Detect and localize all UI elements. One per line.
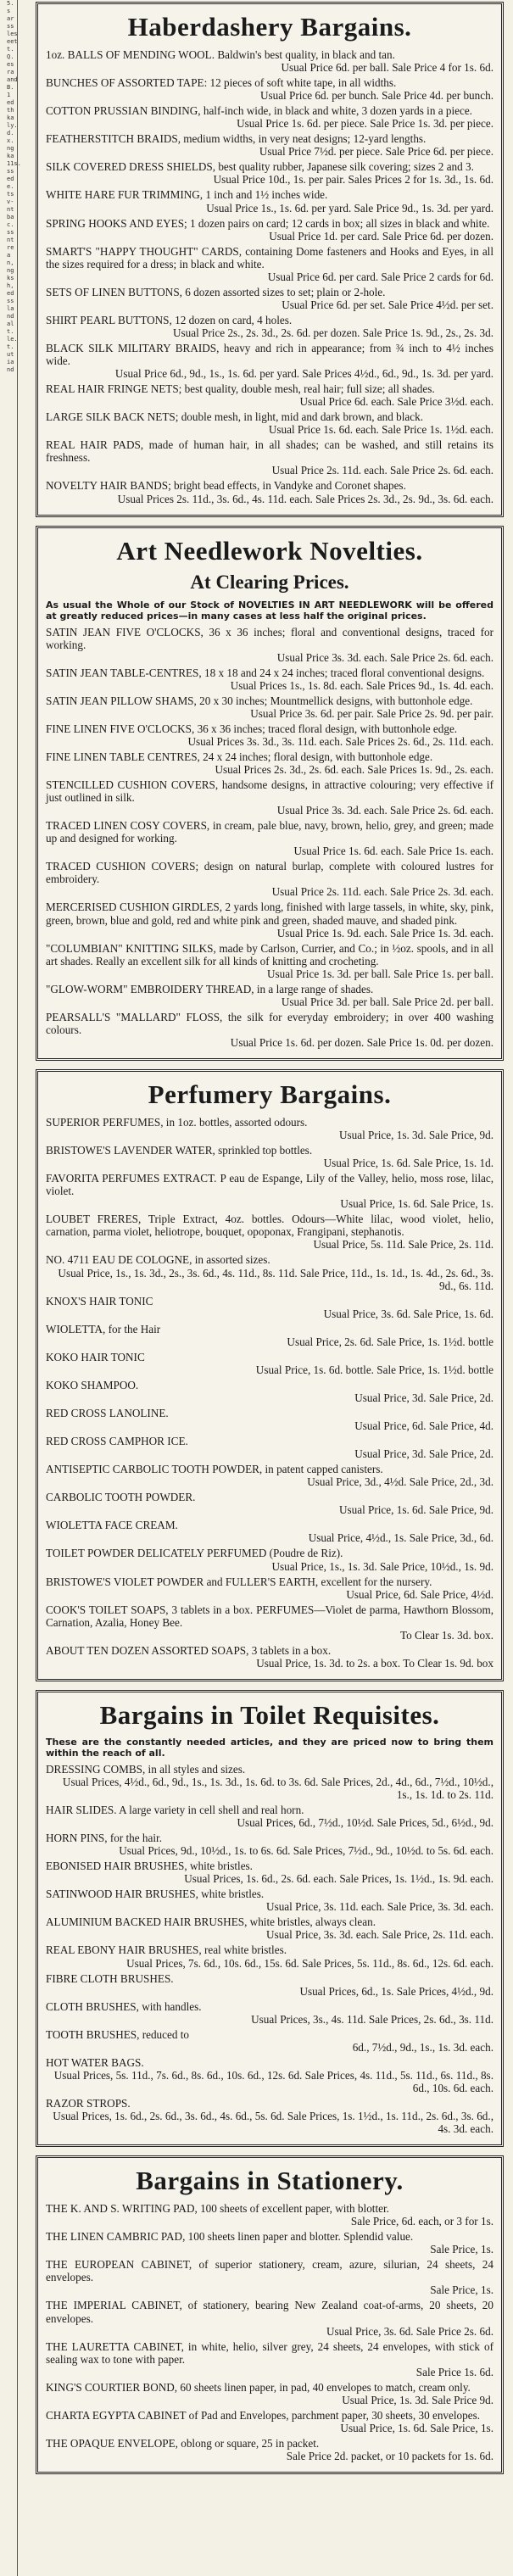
margin-fragment: 11s. bbox=[7, 160, 21, 167]
item-description: SUPERIOR PERFUMES, in 1oz. bottles, assorted odours. bbox=[46, 1116, 308, 1129]
item-price: Usual Price, 3s. 3d. each. Sale Price, 2s. 11d. each. bbox=[266, 1928, 493, 1942]
margin-fragment: ng bbox=[7, 267, 14, 274]
item-price: Usual Price, 6d. Sale Price, 4½d. bbox=[346, 1587, 493, 1601]
margin-fragment: x. bbox=[7, 137, 14, 144]
item-description: WHITE HARE FUR TRIMMING, 1 inch and 1½ inches wide. bbox=[46, 188, 328, 202]
list-item bbox=[46, 1435, 493, 1460]
item-price: Usual Price, 3d., 4½d. Sale Price, 2d., 3d. bbox=[307, 1475, 493, 1489]
item-description: DRESSING COMBS, in all styles and sizes. bbox=[46, 1762, 246, 1776]
margin-fragment: nd bbox=[7, 366, 14, 373]
item-description: SETS OF LINEN BUTTONS, 6 dozen assorted sizes to set; plain or 2-hole. bbox=[46, 285, 386, 298]
list-item bbox=[46, 104, 493, 130]
item-price: Sale Price, 1s. bbox=[430, 2283, 493, 2297]
item-price: Usual Price 10d., 1s. per pair. Sales Prices 2 for 1s. 3d., 1s. 6d. bbox=[213, 173, 493, 187]
item-description: SPRING HOOKS AND EYES; 1 dozen pairs on card; 12 cards in box; all sizes in black and white. bbox=[46, 216, 490, 230]
item-description: "GLOW-WORM" EMBROIDERY THREAD, in a large range of shades. bbox=[46, 982, 374, 995]
item-price: Usual Price 7½d. per piece. Sale Price 6d. per piece. bbox=[259, 145, 493, 159]
margin-fragment: n, bbox=[7, 259, 14, 266]
item-description: NOVELTY HAIR BANDS; bright bead effects, in Vandyke and Coronet shapes. bbox=[46, 479, 406, 493]
item-price: Usual Prices 2s. 11d., 3s. 6d., 4s. 11d. each. Sale Prices 2s. 3d., 2s. 9d., 3s. 6d. each. bbox=[117, 492, 493, 505]
item-price: Usual Price, 1s. 6d. Sale Price, 1s. bbox=[340, 1197, 493, 1211]
margin-fragment: eet bbox=[7, 38, 18, 45]
item-description: FAVORITA PERFUMES EXTRACT. P eau de Espange, Lily of the Valley, helio, moss rose, lilac, violet. bbox=[46, 1172, 493, 1198]
list-item bbox=[46, 132, 493, 158]
list-item bbox=[46, 1603, 493, 1642]
list-item bbox=[46, 2056, 493, 2094]
item-description: RAZOR STROPS. bbox=[46, 2097, 131, 2110]
list-item bbox=[46, 245, 493, 283]
list-item bbox=[46, 694, 493, 720]
item-description: BUNCHES OF ASSORTED TAPE: 12 pieces of soft white tape, in all widths. bbox=[46, 76, 397, 90]
list-item bbox=[46, 1972, 493, 1998]
margin-fragment: ng bbox=[7, 145, 14, 152]
item-description: SMART'S "HAPPY THOUGHT" CARDS, containing Dome fasteners and Hooks and Eyes, in all the sizes required for a dress; in black and white. bbox=[46, 244, 493, 270]
advertisement-column bbox=[36, 2, 504, 2483]
margin-fragment: and bbox=[7, 76, 18, 83]
item-price: Usual Price 1s. 6d. each. Sale Price 1s. each. bbox=[293, 845, 493, 858]
list-item bbox=[46, 1915, 493, 1941]
margin-fragment: h, bbox=[7, 282, 14, 289]
margin-fragment: ia bbox=[7, 359, 14, 365]
item-description: CHARTA EGYPTA CABINET of Pad and Envelopes, parchment paper, 30 sheets, 30 envelopes. bbox=[46, 2408, 481, 2422]
list-item bbox=[46, 48, 493, 74]
item-price: Usual Price 2s. 11d. each. Sale Price 2s. 6d. each. bbox=[271, 464, 493, 477]
list-item bbox=[46, 1860, 493, 1885]
item-price: Usual Price, 1s. 6d. Sale Price, 1s. 1d. bbox=[323, 1157, 493, 1170]
margin-fragment: ss bbox=[7, 23, 14, 30]
margin-fragment: ss bbox=[7, 229, 14, 236]
section-intro: These are the constantly needed articles, and they are priced now to bring them within the reach of all. bbox=[46, 1736, 493, 1759]
list-item bbox=[46, 1351, 493, 1376]
list-item bbox=[46, 1253, 493, 1291]
section-heading: Bargains in Stationery. bbox=[136, 2166, 404, 2196]
item-description: FIBRE CLOTH BRUSHES. bbox=[46, 1971, 174, 1985]
list-item bbox=[46, 1575, 493, 1601]
list-item bbox=[46, 2409, 493, 2434]
margin-fragment: ed bbox=[7, 290, 14, 297]
list-item bbox=[46, 1644, 493, 1670]
list-item bbox=[46, 1407, 493, 1432]
item-description: THE OPAQUE ENVELOPE, oblong or square, 25 in packet. bbox=[46, 2436, 320, 2450]
item-price: Usual Price, 1s. 3d. to 2s. a box. To Clear 1s. 9d. box bbox=[256, 1656, 493, 1670]
item-description: KING'S COURTIER BOND, 60 sheets linen paper, in pad, 40 envelopes to match, cream only. bbox=[46, 2380, 471, 2394]
item-price: Usual Price, 2s. 6d. Sale Price, 1s. 1½d. bottle bbox=[287, 1335, 493, 1348]
item-description: SATIN JEAN PILLOW SHAMS, 20 x 30 inches; Mountmellick designs, with buttonhole edge. bbox=[46, 694, 473, 707]
item-price: Usual Prices, 3s., 4s. 11d. Sale Prices, 2s. 6d., 3s. 11d. bbox=[251, 2012, 493, 2026]
item-description: REAL EBONY HAIR BRUSHES, real white bristles. bbox=[46, 1943, 287, 1957]
list-item bbox=[46, 2097, 493, 2135]
margin-fragment: c. bbox=[7, 221, 14, 228]
item-price: Usual Price 3s. 3d. each. Sale Price 2s. 6d. each. bbox=[276, 650, 493, 664]
item-price: Usual Prices 2s. 3d., 2s. 6d. each. Sale Prices 1s. 9d., 2s. each. bbox=[215, 763, 493, 777]
item-price: Usual Price 6d. per card. Sale Price 2 cards for 6d. bbox=[267, 270, 493, 283]
item-description: SILK COVERED DRESS SHIELDS, best quality rubber, Japanese silk covering; sizes 2 and 3. bbox=[46, 160, 474, 174]
item-description: FEATHERSTITCH BRAIDS, medium widths, in very neat designs; 12-yard lengths. bbox=[46, 132, 427, 146]
list-item bbox=[46, 1379, 493, 1404]
list-item bbox=[46, 1323, 493, 1348]
margin-fragment: es bbox=[7, 61, 14, 68]
item-description: LOUBET FRERES, Triple Extract, 4oz. bottles. Odours—White lilac, wood violet, helio, carnation, parma violet, heliotrope, bouquet, opoponax, Frangipani, stephanotis. bbox=[46, 1213, 493, 1239]
margin-fragment: ba bbox=[7, 214, 14, 220]
list-item bbox=[46, 76, 493, 102]
list-item bbox=[46, 1463, 493, 1488]
item-price: Usual Prices 1s., 1s. 8d. each. Sale Prices 9d., 1s. 4d. each. bbox=[230, 678, 493, 692]
list-item bbox=[46, 1519, 493, 1544]
list-item bbox=[46, 2258, 493, 2296]
item-price: Usual Price 1s. 6d. per dozen. Sale Price 1s. 0d. per dozen. bbox=[230, 1035, 493, 1049]
margin-fragment: ar bbox=[7, 15, 14, 22]
item-price: Sale Price, 6d. each, or 3 for 1s. bbox=[350, 2215, 493, 2228]
list-item bbox=[46, 1887, 493, 1913]
list-item bbox=[46, 2299, 493, 2337]
item-price: Usual Price, 1s., 1s. 3d. Sale Price, 10½d., 1s. 9d. bbox=[271, 1559, 493, 1573]
item-description: COOK'S TOILET SOAPS, 3 tablets in a box. PERFUMES—Violet de parma, Hawthorn Blossom, Carnation, Azalia, Honey Bee. bbox=[46, 1603, 493, 1629]
item-description: REAL HAIR PADS, made of human hair, in all shades; can be washed, and still retains its freshness. bbox=[46, 438, 493, 465]
item-description: MERCERISED CUSHION GIRDLES, 2 yards long, finished with large tassels, in white, sky, pink, green, brown, blue and gold, red and white pink and green, shaded mauve, and shaded pink. bbox=[46, 900, 493, 927]
list-item bbox=[46, 819, 493, 857]
list-item bbox=[46, 1547, 493, 1572]
item-price: Usual Price, 1s. 3d. Sale Price 9d. bbox=[342, 2393, 493, 2406]
item-price: Usual Price, 6d. Sale Price, 4d. bbox=[354, 1419, 493, 1433]
item-price: Usual Prices, 6d., 1s. Sale Prices, 4½d., 9d. bbox=[299, 1984, 493, 1998]
item-price: Usual Price 6d. per bunch. Sale Price 4d. per bunch. bbox=[259, 89, 493, 103]
item-price: Usual Price 1s. 3d. per ball. Sale Price 1s. per ball. bbox=[267, 967, 493, 980]
item-description: SHIRT PEARL BUTTONS, 12 dozen on card, 4 holes. bbox=[46, 313, 293, 326]
list-item bbox=[46, 1804, 493, 1829]
margin-fragment: ss bbox=[7, 168, 14, 175]
margin-fragment: nd bbox=[7, 313, 14, 320]
list-item bbox=[46, 1172, 493, 1210]
item-price: Usual Price 3s. 6d. per pair. Sale Price 2s. 9d. per pair. bbox=[250, 706, 493, 720]
item-description: NO. 4711 EAU DE COLOGNE, in assorted sizes. bbox=[46, 1253, 270, 1267]
item-description: TRACED CUSHION COVERS; design on natural burlap, complete with coloured lustres for embroidery. bbox=[46, 860, 493, 886]
margin-fragment: t. bbox=[7, 46, 14, 53]
margin-fragment: ra bbox=[7, 69, 14, 75]
list-item bbox=[46, 2340, 493, 2378]
item-description: FINE LINEN FIVE O'CLOCKS, 36 x 36 inches; traced floral design, with buttonhole edge. bbox=[46, 722, 458, 735]
ad-section bbox=[36, 1690, 504, 2147]
list-item bbox=[46, 750, 493, 776]
list-item bbox=[46, 217, 493, 243]
item-price: Usual Price, 3s. 6d. Sale Price, 1s. 6d. bbox=[323, 1307, 493, 1320]
item-description: "COLUMBIAN" KNITTING SILKS, made by Carlson, Currier, and Co.; in ½oz. spools, and in all art shades. Really an excellent silk for all kinds of knitting and crocheting. bbox=[46, 941, 493, 967]
margin-fragment: ts bbox=[7, 191, 14, 198]
list-item bbox=[46, 314, 493, 339]
list-item bbox=[46, 2381, 493, 2406]
ad-section bbox=[36, 2155, 504, 2474]
margin-fragment: t. bbox=[7, 328, 14, 335]
margin-fragment: e. bbox=[7, 183, 14, 190]
list-item bbox=[46, 286, 493, 311]
section-intro: As usual the Whole of our Stock of NOVELTIES IN ART NEEDLEWORK will be offered at greatly reduced prices—in many cases at less half the original prices. bbox=[46, 599, 493, 622]
item-price: Usual Price, 3s. 11d. each. Sale Price, 3s. 3d. each. bbox=[266, 1900, 493, 1914]
item-description: REAL HAIR FRINGE NETS; best quality, double mesh, real hair; full size; all shades. bbox=[46, 382, 435, 396]
item-description: THE IMPERIAL CABINET, of stationery, bearing New Zealand coat-of-arms, 20 sheets, 20 envelopes. bbox=[46, 2299, 493, 2325]
margin-fragment: la bbox=[7, 305, 14, 312]
item-description: THE K. AND S. WRITING PAD, 100 sheets of excellent paper, with blotter. bbox=[46, 2202, 389, 2216]
margin-fragment: d. bbox=[7, 130, 14, 137]
margin-fragment: t. bbox=[7, 343, 14, 350]
item-description: EBONISED HAIR BRUSHES, white bristles. bbox=[46, 1860, 253, 1873]
item-price: Usual Price 1d. per card. Sale Price 6d. per dozen. bbox=[269, 229, 493, 243]
list-item bbox=[46, 1295, 493, 1320]
list-item bbox=[46, 410, 493, 436]
item-description: COTTON PRUSSIAN BINDING, half-inch wide, in black and white, 3 dozen yards in a piece. bbox=[46, 104, 472, 118]
item-description: STENCILLED CUSHION COVERS, handsome designs, in attractive colouring; very effective if just outlined in silk. bbox=[46, 778, 493, 805]
item-description: RED CROSS LANOLINE. bbox=[46, 1406, 169, 1419]
item-price: Sale Price 1s. 6d. bbox=[415, 2365, 493, 2378]
item-price: Usual Prices, 7s. 6d., 10s. 6d., 15s. 6d. Sale Prices, 5s. 11d., 8s. 6d., 12s. 6d. each. bbox=[126, 1956, 493, 1970]
list-item bbox=[46, 1144, 493, 1169]
item-description: SATINWOOD HAIR BRUSHES, white bristles. bbox=[46, 1887, 265, 1901]
ad-section bbox=[36, 1069, 504, 1681]
list-item bbox=[46, 722, 493, 748]
item-description: SATIN JEAN FIVE O'CLOCKS, 36 x 36 inches; floral and conventional designs, traced for working. bbox=[46, 625, 493, 651]
item-description: FINE LINEN TABLE CENTRES, 24 x 24 inches; floral design, with buttonhole edge. bbox=[46, 750, 433, 763]
item-price: Usual Price 2s., 2s. 3d., 2s. 6d. per dozen. Sale Price 1s. 9d., 2s., 2s. 3d. bbox=[172, 326, 493, 339]
item-description: TOILET POWDER DELICATELY PERFUMED (Poudre de Riz). bbox=[46, 1547, 343, 1560]
margin-fragment: s bbox=[7, 8, 11, 14]
item-description: 1oz. BALLS OF MENDING WOOL. Baldwin's best quality, in black and tan. bbox=[46, 48, 395, 61]
section-heading: Art Needlework Novelties. bbox=[116, 535, 423, 566]
margin-fragment: v- bbox=[7, 198, 14, 205]
adjacent-column-fragment bbox=[7, 0, 21, 2576]
item-description: PEARSALL'S "MALLARD" FLOSS, the silk for everyday embroidery; in over 400 washing colours. bbox=[46, 1010, 493, 1036]
list-item bbox=[46, 1763, 493, 1801]
item-price: Usual Price, 1s. 6d. Sale Price, 9d. bbox=[338, 1503, 493, 1517]
item-description: THE LINEN CAMBRIC PAD, 100 sheets linen paper and blotter. Splendid value. bbox=[46, 2230, 414, 2244]
item-description: HORN PINS, for the hair. bbox=[46, 1832, 162, 1845]
margin-fragment: a bbox=[7, 252, 11, 259]
section-heading: Bargains in Toilet Requisites. bbox=[99, 1699, 440, 1730]
item-description: CLOTH BRUSHES, with handles. bbox=[46, 1999, 202, 2013]
list-item bbox=[46, 1011, 493, 1049]
item-description: BRISTOWE'S LAVENDER WATER, sprinkled top bottles. bbox=[46, 1144, 313, 1157]
list-item bbox=[46, 860, 493, 898]
list-item bbox=[46, 2000, 493, 2026]
item-description: BRISTOWE'S VIOLET POWDER and FULLER'S EARTH, excellent for the nursery. bbox=[46, 1575, 432, 1588]
list-item bbox=[46, 666, 493, 692]
item-price: Usual Price 1s. 9d. each. Sale Price 1s. 3d. each. bbox=[276, 926, 493, 940]
ad-section bbox=[36, 2, 504, 517]
item-price: To Clear 1s. 3d. box. bbox=[399, 1628, 493, 1642]
item-price: Usual Price, 3d. Sale Price, 2d. bbox=[354, 1447, 493, 1461]
item-price: Usual Price, 3d. Sale Price, 2d. bbox=[354, 1391, 493, 1404]
item-price: Usual Price 3s. 3d. each. Sale Price 2s. 6d. each. bbox=[276, 804, 493, 817]
list-item bbox=[46, 1943, 493, 1969]
list-item bbox=[46, 188, 493, 214]
item-price: Sale Price, 1s. bbox=[430, 2243, 493, 2256]
margin-fragment: ut bbox=[7, 351, 14, 358]
item-description: KNOX'S HAIR TONIC bbox=[46, 1294, 153, 1308]
list-item bbox=[46, 983, 493, 1008]
item-price: Usual Price 1s., 1s. 6d. per yard. Sale Price 9d., 1s. 3d. per yard. bbox=[206, 201, 493, 215]
item-price: Usual Price 3d. per ball. Sale Price 2d. per ball. bbox=[281, 995, 493, 1008]
item-description: BLACK SILK MILITARY BRAIDS, heavy and rich in appearance; from ¾ inch to 4½ inches wide. bbox=[46, 341, 493, 368]
margin-fragment: th bbox=[7, 107, 14, 114]
item-description: KOKO HAIR TONIC bbox=[46, 1350, 145, 1363]
item-price: Usual Price, 5s. 11d. Sale Price, 2s. 11d. bbox=[313, 1238, 493, 1252]
item-description: WIOLETTA FACE CREAM. bbox=[46, 1519, 178, 1532]
item-description: TOOTH BRUSHES, reduced to bbox=[46, 2027, 189, 2041]
margin-fragment: les bbox=[7, 31, 18, 37]
item-description: TRACED LINEN COSY COVERS, in cream, pale blue, navy, brown, helio, grey, and green; made up and designed for working. bbox=[46, 819, 493, 845]
list-item bbox=[46, 382, 493, 408]
item-price: 6d., 7½d., 9d., 1s., 1s. 3d. each. bbox=[352, 2040, 493, 2054]
list-item bbox=[46, 2028, 493, 2054]
item-price: Usual Price 6d. per ball. Sale Price 4 for 1s. 6d. bbox=[281, 61, 493, 75]
item-price: Usual Price 6d. each. Sale Price 3½d. each. bbox=[299, 395, 493, 409]
list-item bbox=[46, 438, 493, 477]
section-heading: Haberdashery Bargains. bbox=[127, 12, 412, 42]
list-item bbox=[46, 1116, 493, 1141]
margin-fragment: ss bbox=[7, 298, 14, 304]
item-description: SATIN JEAN TABLE-CENTRES, 18 x 18 and 24 x 24 inches; traced floral conventional designs. bbox=[46, 666, 485, 679]
item-price: Usual Price 1s. 6d. each. Sale Price 1s. 1½d. each. bbox=[268, 423, 493, 437]
list-item bbox=[46, 160, 493, 186]
item-price: Usual Price 2s. 11d. each. Sale Price 2s. 3d. each. bbox=[271, 885, 493, 899]
margin-fragment: B. bbox=[7, 84, 14, 91]
item-price: Usual Prices, 1s. 6d., 2s. 6d. each. Sale Prices, 1s. 1½d., 1s. 9d. each. bbox=[184, 1872, 493, 1886]
item-description: HAIR SLIDES. A large variety in cell shell and real horn. bbox=[46, 1804, 304, 1817]
list-item bbox=[46, 2230, 493, 2255]
item-price: Sale Price 2d. packet, or 10 packets for 1s. 6d. bbox=[286, 2449, 493, 2462]
margin-fragment: nt bbox=[7, 206, 14, 213]
item-description: KOKO SHAMPOO. bbox=[46, 1378, 139, 1391]
margin-fragment: re bbox=[7, 244, 14, 251]
item-price: Usual Prices, 1s. 6d., 2s. 6d., 3s. 6d., 4s. 6d., 5s. 6d. Sale Prices, 1s. 1½d., 1s. 11d., 2s. 6d., 3s. 6d., 4s. 3d. each. bbox=[53, 2110, 493, 2136]
margin-fragment: ka bbox=[7, 114, 14, 121]
list-item bbox=[46, 479, 493, 505]
item-price: Usual Prices, 6d., 7½d., 10½d. Sale Prices, 5d., 6½d., 9d. bbox=[237, 1816, 493, 1830]
item-price: Usual Prices 3s. 3d., 3s. 11d. each. Sale Prices 2s. 6d., 2s. 11d. each. bbox=[187, 734, 493, 748]
ad-section bbox=[36, 526, 504, 1061]
item-price: Usual Price, 3s. 6d. Sale Price 2s. 6d. bbox=[326, 2324, 493, 2338]
margin-fragment: ly. bbox=[7, 122, 18, 129]
list-item bbox=[46, 1832, 493, 1857]
margin-fragment: al bbox=[7, 321, 14, 327]
item-description: HOT WATER BAGS. bbox=[46, 2055, 144, 2069]
margin-fragment: ks bbox=[7, 275, 14, 282]
margin-fragment: 1 bbox=[7, 92, 11, 98]
list-item bbox=[46, 2437, 493, 2462]
item-description: ALUMINIUM BACKED HAIR BRUSHES, white bristles, always clean. bbox=[46, 1915, 376, 1929]
section-subheading: At Clearing Prices. bbox=[190, 571, 349, 593]
item-price: Usual Prices, 9d., 10½d., 1s. to 6s. 6d. Sale Prices, 7½d., 9d., 10½d. to 5s. 6d. each. bbox=[119, 1844, 493, 1858]
list-item bbox=[46, 778, 493, 817]
margin-fragment: ed bbox=[7, 99, 14, 106]
item-description: LARGE SILK BACK NETS; double mesh, in light, mid and dark brown, and black. bbox=[46, 410, 424, 424]
list-item bbox=[46, 900, 493, 939]
list-item bbox=[46, 1491, 493, 1516]
item-price: Usual Prices, 5s. 11d., 7s. 6d., 8s. 6d., 10s. 6d., 12s. 6d. Sale Prices, 4s. 11d., 5s. 11d., 6s. 11d., 8s. 6d., 10s. 6d. each. bbox=[53, 2068, 493, 2094]
margin-fragment: ka bbox=[7, 153, 14, 159]
margin-fragment: Q. bbox=[7, 53, 14, 60]
item-price: Usual Price, 1s., 1s. 3d., 2s., 3s. 6d., 4s. 11d., 8s. 11d. Sale Price, 11d., 1s. 1d., 1s. 4d., 2s. 6d., 3s. 9d., 6s. 11d. bbox=[58, 1266, 493, 1292]
item-description: ANTISEPTIC CARBOLIC TOOTH POWDER, in patent capped canisters. bbox=[46, 1463, 383, 1476]
item-price: Usual Price, 1s. 6d. Sale Price, 1s. bbox=[340, 2421, 493, 2434]
margin-fragment: nt bbox=[7, 237, 14, 243]
item-price: Usual Price, 4½d., 1s. Sale Price, 3d., 6d. bbox=[308, 1531, 493, 1545]
item-price: Usual Price 6d. per set. Sale Price 4½d. per set. bbox=[282, 298, 493, 311]
list-item bbox=[46, 626, 493, 664]
list-item bbox=[46, 942, 493, 980]
item-price: Usual Price 6d., 9d., 1s., 1s. 6d. per yard. Sale Prices 4½d., 6d., 9d., 1s. 3d. per yard. bbox=[114, 367, 493, 381]
item-description: ABOUT TEN DOZEN ASSORTED SOAPS, 3 tablets in a box. bbox=[46, 1643, 332, 1657]
section-heading: Perfumery Bargains. bbox=[148, 1079, 392, 1109]
margin-fragment: le. bbox=[7, 336, 18, 343]
item-description: CARBOLIC TOOTH POWDER. bbox=[46, 1491, 196, 1504]
item-description: WIOLETTA, for the Hair bbox=[46, 1322, 161, 1335]
item-description: THE EUROPEAN CABINET, of superior stationery, cream, azure, silurian, 24 sheets, 24 envelopes. bbox=[46, 2258, 493, 2284]
list-item bbox=[46, 1213, 493, 1251]
list-item bbox=[46, 2202, 493, 2228]
list-item bbox=[46, 342, 493, 380]
margin-fragment: 5. bbox=[7, 0, 14, 7]
item-price: Usual Price, 1s. 6d. bottle. Sale Price, 1s. 1½d. bottle bbox=[255, 1363, 493, 1376]
margin-fragment: ed bbox=[7, 176, 14, 182]
item-price: Usual Price 1s. 6d. per piece. Sale Price 1s. 3d. per piece. bbox=[237, 117, 493, 131]
item-price: Usual Prices, 4½d., 6d., 9d., 1s., 1s. 3d., 1s. 6d. to 3s. 6d. Sale Prices, 2d., 4d., 6d., 7½d., 10½d., 1s., 1s. 1d. to 2s. 11d. bbox=[62, 1775, 493, 1801]
item-price: Usual Price, 1s. 3d. Sale Price, 9d. bbox=[338, 1129, 493, 1142]
item-description: THE LAURETTA CABINET, in white, helio, silver grey, 24 sheets, 24 envelopes, with stick of sealing wax to tone with paper. bbox=[46, 2339, 493, 2366]
item-description: RED CROSS CAMPHOR ICE. bbox=[46, 1435, 188, 1448]
